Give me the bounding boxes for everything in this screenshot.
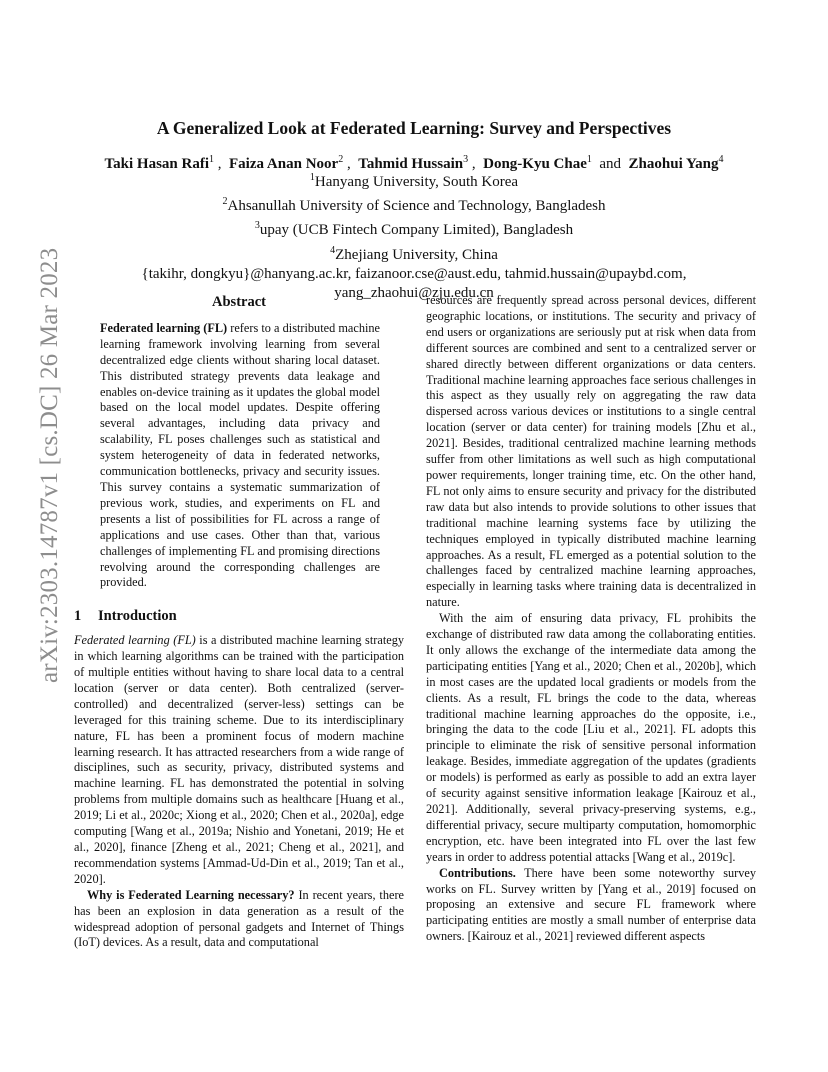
abstract-lead: Federated learning (FL) (100, 320, 228, 335)
body-paragraph: resources are frequently spread across personal devices, different geographic locations, or institutions. The security and privacy of end users or organizations are seriously put at risk when data from different sources are combined and sent to a centralized server or shared directly between different organizations or data centers. Traditional machine learning approaches face serious challenges in this aspect as they usually rely on aggregating the raw data dispersed across various devices or institutions to a single central location (server or data center) for training models [Zhu et al., 2021]. Besides, traditional centralized machine learning methods suffer from other limitations as well such as high computational power requirements, longer training time, etc. On the other hand, FL not only aims to ensure security and privacy for the distributed raw data but also intends to provide solutions to other issues that traditional machine learning systems face by utilizing the techniques employed in typically distributed machine learning approaches. As a result, FL emerged as a potential solution to the challenges faced by centralized machine learning approaches, especially in learning tasks where training data is decentralized in nature. (426, 293, 756, 610)
abstract-text: refers to a distributed machine learning framework involving learning from several decentralized edge clients without sharing local dataset. This distributed strategy prevents data leakage and enables on-device training as it updates the global model based on the local model updates. Despite offering several advantages, including data privacy and scalability, FL poses challenges such as statistical and system heterogeneity of data in federated networks, communication bottlenecks, privacy and security issues. This survey contains a systematic summarization of previous work, studies, and experiments on FL and presents a list of possibilities for FL across a range of applications and use cases. Other than that, various challenges of implementing FL and promising directions revolving around the corresponding challenges are provided. (100, 320, 380, 590)
intro-text: is a distributed machine learning strategy in which learning algorithms can be trained with the participation of multiple entities without having to share local data to a central location (server or data center). Both centralized (server-controlled) and decentralized (server-less) settings can be leveraged for this training scheme. Due to its interdisciplinary nature, FL has been a prominent focus of modern machine learning research. It has attracted researchers from a wide range of disciplines, such as security, privacy, distributed systems and machine learning. FL has demonstrated the potential in solving problems from multiple domains such as healthcare [Huang et al., 2019; Li et al., 2020c; Xiong et al., 2020; Chen et al., 2020a], edge computing [Wang et al., 2019a; Nishio and Yonetani, 2019; He et al., 2020], finance [Zheng et al., 2021; Cheng et al., 2021], and recommendation systems [Ammad-Ud-Din et al., 2019; Tan et al., 2020]. (74, 633, 404, 886)
author-name: Faiza Anan Noor (229, 156, 339, 172)
paper-title: A Generalized Look at Federated Learning: Survey and Perspectives (156, 118, 672, 138)
section-number: 1 (74, 608, 82, 625)
author-sup: 1 (209, 154, 215, 165)
affiliation (0, 216, 828, 240)
affiliations (0, 168, 828, 303)
author-sup: 4 (718, 154, 724, 165)
author-name: Tahmid Hussain (358, 156, 464, 172)
contributions-paragraph (426, 866, 756, 946)
affiliation-text: Hanyang University, South Korea (314, 174, 519, 190)
author-sup: 2 (338, 154, 344, 165)
author-name: Taki Hasan Rafi (104, 156, 210, 172)
body-paragraph: With the aim of ensuring data privacy, FL prohibits the exchange of distributed raw data among the collaborating entities. It only allows the exchange of the intermediate data among the participating entities [Yang et al., 2020; Chen et al., 2020b], which in most cases are the updated local gradients or models from the clients. As a result, FL brings the code to the data, whereas traditional machine learning approaches do the opposite, i.e., bringing the data to the code [Liu et al., 2021]. FL adopts this principle to eliminate the risk of sensitive personal information leakage. Besides, immediate aggregation of the updates (gradients or models) is performed as early as possible to add an extra layer of security against sensitive information leakage [Kairouz et al., 2021]. Additionally, several privacy-preserving systems, e.g., differential privacy, secure multiparty computation, homomorphic encryption, etc. have been integrated into FL over the last few years in order to address potential attacks [Wang et al., 2019c]. (426, 611, 756, 864)
abstract-body (74, 321, 404, 591)
contributions-text: There have been some noteworthy survey works on FL. Survey written by [Yang et al., 2019] focused on proposing an extensive and secure FL framework where participating entities are mostly a small number of enterprise data owners. [Kairouz et al., 2021] reviewed different aspects (426, 865, 756, 944)
affiliation-sup: 2 (222, 196, 228, 208)
affiliation-text: Zhejiang University, China (335, 246, 498, 263)
section-title: Introduction (98, 608, 177, 625)
affiliation-sup: 4 (330, 244, 336, 256)
affiliation (0, 192, 828, 216)
author-sup: 1 (586, 154, 592, 165)
arxiv-stamp: arXiv:2303.14787v1 [cs.DC] 26 Mar 2023 (36, 247, 63, 683)
affiliation-sup: 1 (309, 172, 315, 183)
author-sup: 3 (463, 154, 469, 165)
intro-paragraph (74, 633, 404, 888)
author-name: Dong-Kyu Chae (483, 156, 587, 172)
affiliation-sup: 3 (254, 220, 260, 232)
affiliation (0, 241, 828, 265)
section-heading (74, 609, 404, 625)
affiliation-text: upay (UCB Fintech Company Limited), Bangladesh (259, 222, 574, 239)
why-text: In recent years, there has been an explosion in data generation as a result of the widespread adoption of personal gadgets and Internet of Things (IoT) devices. As a result, data and computational (74, 887, 405, 950)
why-paragraph (74, 888, 404, 952)
affiliation (0, 168, 828, 192)
email-line: yang_zhaohui@zju.edu.cn (334, 285, 494, 302)
contributions-lead: Contributions. (439, 865, 516, 880)
affiliation-text: Ahsanullah University of Science and Technology, Bangladesh (227, 198, 606, 215)
author-name: Zhaohui Yang (628, 156, 719, 172)
why-lead: Why is Federated Learning necessary? (87, 887, 295, 902)
author-list: Taki Hasan Rafi$^1$ , Faiza Anan Noor$^2$ , Tahmid Hussain$^3$ , Dong-Kyu Chae$^1$ and Zhaohui Yang$^4$ (104, 154, 724, 172)
email-line: {takihr, dongkyu}@hanyang.ac.kr, faizanoor.cse@aust.edu, tahmid.hussain@upaybd.com, (141, 265, 687, 282)
right-column (426, 293, 756, 945)
abstract-heading: Abstract (212, 294, 266, 310)
left-column (74, 293, 404, 951)
intro-lead: Federated learning (FL) (74, 633, 196, 648)
